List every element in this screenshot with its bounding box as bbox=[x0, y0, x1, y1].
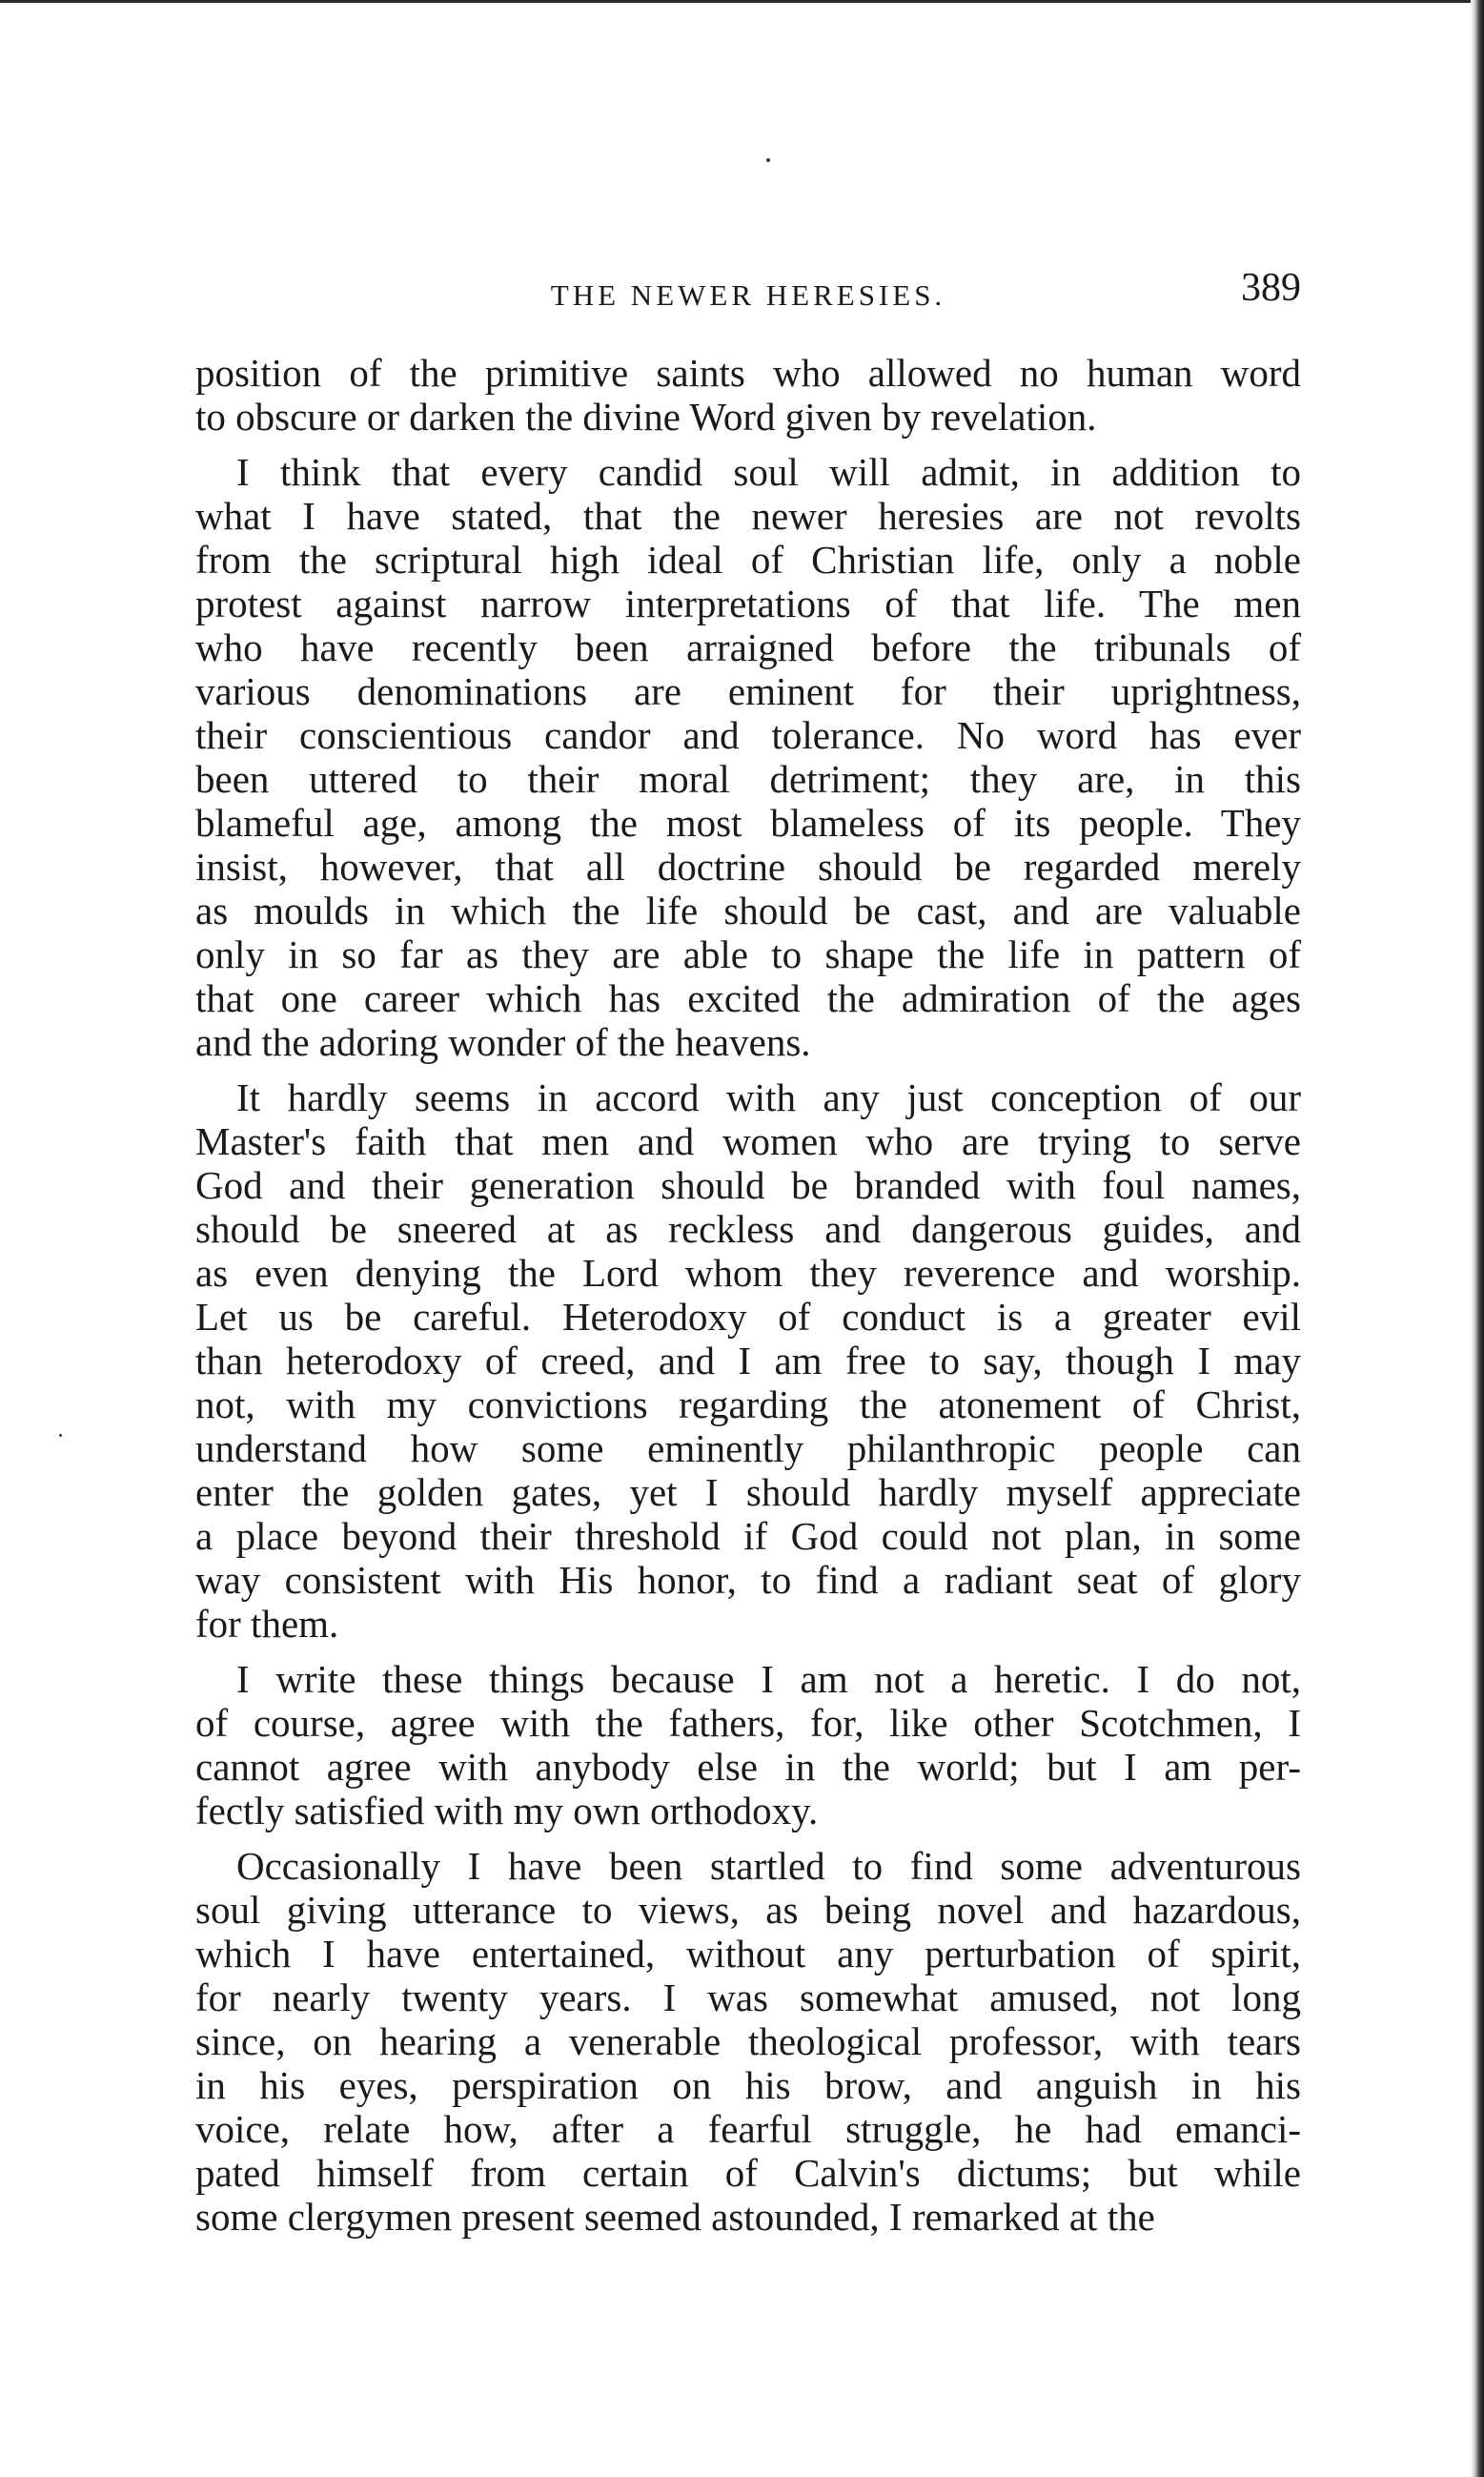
paragraph bbox=[195, 1075, 1301, 1646]
text-line: Master's faith that men and women who are trying to serve bbox=[195, 1119, 1301, 1163]
paragraph bbox=[195, 1844, 1301, 2239]
text-line: fectly satisfied with my own orthodoxy. bbox=[195, 1789, 819, 1832]
text-line: than heterodoxy of creed, and I am free to say, though I may bbox=[195, 1339, 1301, 1382]
text-line: a place beyond their threshold if God could not plan, in some bbox=[195, 1514, 1301, 1558]
text-line: of course, agree with the fathers, for, like other Scotchmen, I bbox=[195, 1701, 1301, 1745]
text-line: to obscure or darken the divine Word given by revelation. bbox=[195, 395, 1097, 439]
text-line: what I have stated, that the newer heresies are not revolts bbox=[195, 494, 1301, 538]
text-line: which I have entertained, without any perturbation of spirit, bbox=[195, 1932, 1301, 1975]
text-line: should be sneered at as reckless and dangerous guides, and bbox=[195, 1207, 1301, 1251]
text-line: various denominations are eminent for their uprightness, bbox=[195, 669, 1301, 713]
text-line: their conscientious candor and tolerance. No word has ever bbox=[195, 713, 1301, 757]
text-line: understand how some eminently philanthropic people can bbox=[195, 1426, 1301, 1470]
text-line: since, on hearing a venerable theological professor, with tears bbox=[195, 2019, 1301, 2063]
text-line: that one career which has excited the admiration of the ages bbox=[195, 976, 1301, 1020]
text-line: for them. bbox=[195, 1602, 339, 1646]
body-text bbox=[195, 351, 1301, 2250]
text-line: cannot agree with anybody else in the world; but I am per- bbox=[195, 1745, 1301, 1789]
text-line: I think that every candid soul will admit, in addition to bbox=[236, 450, 1301, 494]
text-line: in his eyes, perspiration on his brow, and anguish in his bbox=[195, 2063, 1301, 2107]
text-line: enter the golden gates, yet I should hardly myself appreciate bbox=[195, 1470, 1301, 1514]
page-number: 389 bbox=[1241, 266, 1301, 310]
text-line: It hardly seems in accord with any just conception of our bbox=[236, 1075, 1301, 1119]
text-line: from the scriptural high ideal of Christian life, only a noble bbox=[195, 538, 1301, 582]
text-line: for nearly twenty years. I was somewhat amused, not long bbox=[195, 1975, 1301, 2019]
text-line: been uttered to their moral detriment; they are, in this bbox=[195, 757, 1301, 801]
text-line: insist, however, that all doctrine should be regarded merely bbox=[195, 845, 1301, 889]
text-line: blameful age, among the most blameless of its people. They bbox=[195, 801, 1301, 845]
scan-speck bbox=[766, 158, 770, 162]
text-line: way consistent with His honor, to find a radiant seat of glory bbox=[195, 1558, 1301, 1602]
scan-edge-top bbox=[0, 0, 1484, 3]
text-line: soul giving utterance to views, as being novel and hazardous, bbox=[195, 1888, 1301, 1932]
running-head: THE NEWER HERESIES. bbox=[550, 278, 946, 312]
text-line: position of the primitive saints who allowed no human word bbox=[195, 351, 1301, 395]
text-line: I write these things because I am not a heretic. I do not, bbox=[236, 1657, 1301, 1701]
paragraph bbox=[195, 1657, 1301, 1832]
paragraph bbox=[195, 450, 1301, 1064]
text-line: pated himself from certain of Calvin's dictums; but while bbox=[195, 2151, 1301, 2195]
text-line: as even denying the Lord whom they reverence and worship. bbox=[195, 1251, 1301, 1295]
text-line: Let us be careful. Heterodoxy of conduct is a greater evil bbox=[195, 1295, 1301, 1339]
scan-edge-right bbox=[1471, 0, 1484, 2477]
paragraph bbox=[195, 351, 1301, 439]
text-line: God and their generation should be branded with foul names, bbox=[195, 1163, 1301, 1207]
text-line: who have recently been arraigned before the tribunals of bbox=[195, 625, 1301, 669]
scan-speck bbox=[59, 1434, 62, 1437]
text-line: not, with my convictions regarding the atonement of Christ, bbox=[195, 1382, 1301, 1426]
text-line: Occasionally I have been startled to find some adventurous bbox=[236, 1844, 1301, 1888]
page-header bbox=[195, 265, 1301, 322]
text-line: as moulds in which the life should be cast, and are valuable bbox=[195, 889, 1301, 932]
text-line: some clergymen present seemed astounded, I remarked at the bbox=[195, 2195, 1155, 2239]
text-line: and the adoring wonder of the heavens. bbox=[195, 1020, 811, 1064]
text-line: protest against narrow interpretations of that life. The men bbox=[195, 582, 1301, 625]
text-line: only in so far as they are able to shape the life in pattern of bbox=[195, 932, 1301, 976]
text-line: voice, relate how, after a fearful struggle, he had emanci- bbox=[195, 2107, 1301, 2151]
